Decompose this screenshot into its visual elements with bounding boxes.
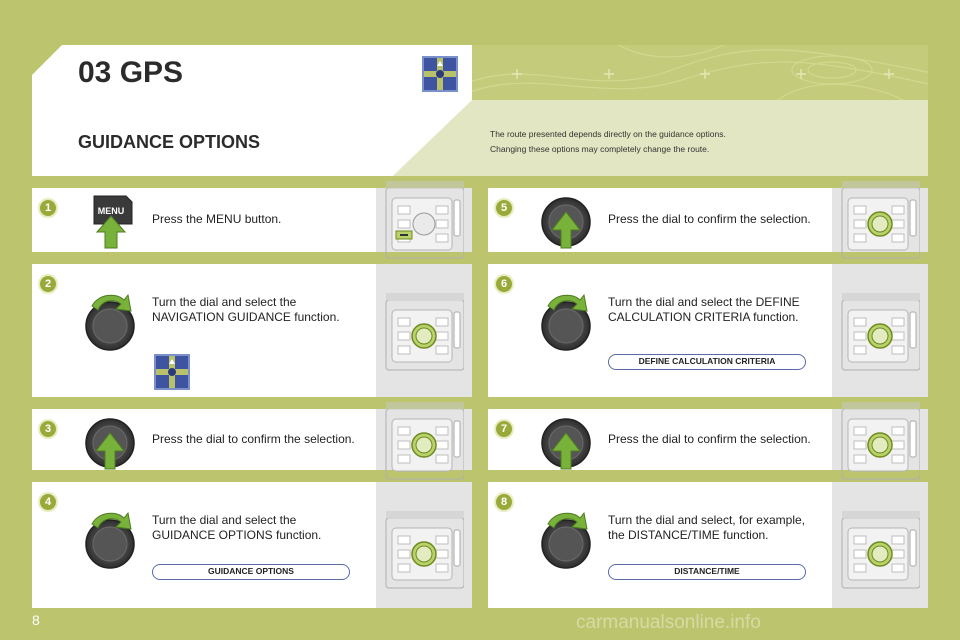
step-number-badge: 6 bbox=[494, 274, 514, 294]
menu-button-press-icon bbox=[88, 194, 134, 255]
step-instruction-line: CALCULATION CRITERIA function. bbox=[608, 310, 799, 324]
page-title: 03 GPS bbox=[78, 56, 184, 89]
dial-turn-icon bbox=[78, 290, 142, 359]
step-instruction bbox=[608, 295, 800, 325]
radio-control-panel-illustration bbox=[384, 399, 464, 488]
step-card bbox=[488, 482, 928, 608]
radio-control-panel-illustration bbox=[840, 508, 920, 597]
step-instruction-line: Turn the dial and select, for example, bbox=[608, 513, 805, 527]
step-instruction bbox=[152, 513, 321, 543]
watermark: carmanualsonline.info bbox=[576, 612, 761, 633]
dial-turn-icon bbox=[534, 508, 598, 577]
step-instruction bbox=[152, 212, 281, 227]
intro-text bbox=[490, 127, 726, 157]
step-instruction bbox=[608, 432, 811, 447]
step-number-badge: 8 bbox=[494, 492, 514, 512]
step-instruction bbox=[152, 432, 355, 447]
radio-control-panel-illustration bbox=[840, 399, 920, 488]
dial-press-icon bbox=[534, 186, 598, 255]
step-card bbox=[488, 188, 928, 252]
step-instruction-line: Press the MENU button. bbox=[152, 212, 282, 226]
radio-control-panel-illustration bbox=[384, 178, 464, 267]
step-instruction bbox=[608, 513, 805, 543]
intro-line: Changing these options may completely change the route. bbox=[490, 144, 710, 154]
step-number-badge: 2 bbox=[38, 274, 58, 294]
step-card bbox=[488, 409, 928, 470]
svg-text:MENU: MENU bbox=[97, 206, 125, 216]
topographic-map-banner bbox=[472, 45, 928, 100]
step-number-badge: 7 bbox=[494, 419, 514, 439]
step-instruction-line: Press the dial to confirm the selection. bbox=[608, 431, 811, 446]
step-instruction-line: GUIDANCE OPTIONS function. bbox=[152, 528, 322, 542]
step-card bbox=[32, 482, 472, 608]
step-card bbox=[32, 409, 472, 470]
menu-option-label: DISTANCE/TIME bbox=[608, 564, 806, 580]
step-instruction-line: Press the dial to confirm the selection. bbox=[152, 431, 355, 446]
dial-press-icon bbox=[534, 407, 598, 476]
step-number-badge: 4 bbox=[38, 492, 58, 512]
intro-line: The route presented depends directly on the guidance options. bbox=[490, 129, 726, 139]
radio-control-panel-illustration bbox=[384, 290, 464, 379]
radio-control-panel-illustration bbox=[840, 178, 920, 267]
page-number: 8 bbox=[32, 612, 40, 628]
section-title: GUIDANCE OPTIONS bbox=[78, 132, 261, 152]
step-number-badge: 1 bbox=[38, 198, 58, 218]
step-instruction-line: NAVIGATION GUIDANCE function. bbox=[152, 310, 340, 324]
step-card bbox=[32, 264, 472, 397]
dial-turn-icon bbox=[534, 290, 598, 359]
radio-control-panel-illustration bbox=[384, 508, 464, 597]
step-card bbox=[488, 264, 928, 397]
dial-turn-icon bbox=[78, 508, 142, 577]
navigation-crossroads-icon bbox=[422, 56, 458, 92]
step-card bbox=[32, 188, 472, 252]
navigation-crossroads-icon bbox=[154, 354, 190, 390]
step-instruction-line: Turn the dial and select the bbox=[152, 295, 297, 309]
step-instruction bbox=[608, 212, 811, 227]
step-instruction-line: Turn the dial and select the DEFINE bbox=[608, 295, 800, 309]
step-number-badge: 3 bbox=[38, 419, 58, 439]
menu-option-label: DEFINE CALCULATION CRITERIA bbox=[608, 354, 806, 370]
step-instruction bbox=[152, 295, 340, 325]
step-instruction-line: Press the dial to confirm the selection. bbox=[608, 212, 811, 226]
menu-option-label: GUIDANCE OPTIONS bbox=[152, 564, 350, 580]
radio-control-panel-illustration bbox=[840, 290, 920, 379]
step-instruction-line: Turn the dial and select the bbox=[152, 513, 297, 527]
step-number-badge: 5 bbox=[494, 198, 514, 218]
step-instruction-line: the DISTANCE/TIME function. bbox=[608, 528, 769, 542]
dial-press-icon bbox=[78, 407, 142, 476]
